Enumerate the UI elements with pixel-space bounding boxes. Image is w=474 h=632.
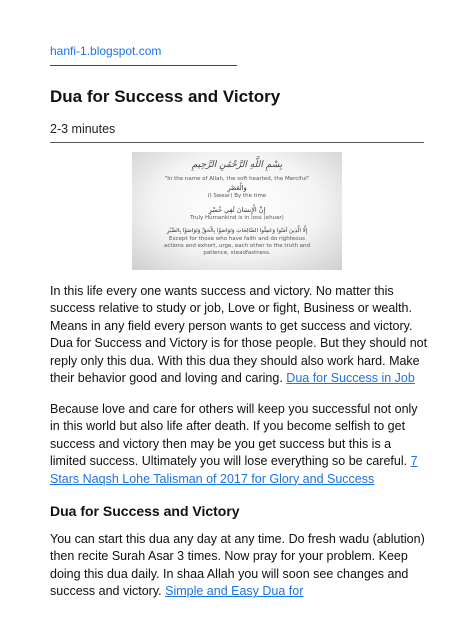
paragraph-1-text: In this life every one wants success and victory. No matter this success relative to study or job, Love or fight, Business or wealth. Means in any field every person wants to get success and victory. Dua for Success and Victory is for those people. But they should not reply only this dua. With this dua they should also work hard. Make their behavior good and loving and caring. [50,284,428,386]
read-time: 2-3 minutes [50,122,116,136]
figure-line-9: patience, steadfastness. [203,250,271,256]
paragraph-1 [50,283,428,387]
paragraph-2-text: Because love and care for others will keep you successful not only in this world but also life after death. If you become selfish to get success and victory then may be you get success but this is a limited success. Ultimately you will lose everything so be careful. [50,402,418,469]
article-title: Dua for Success and Victory [50,87,281,106]
site-url-link[interactable]: hanfi-1.blogspot.com [50,44,162,58]
surah-asr-image [132,152,342,270]
section-heading: Dua for Success and Victory [50,503,240,519]
paragraph-3 [50,531,428,601]
figure-line-8: actions and exhort, urge, each other to the truth and [163,243,311,249]
bismillah-calligraphy: بِسْمِ اللَّهِ الرَّحْمَٰنِ الرَّحِيمِ [191,160,283,170]
dua-success-job-link[interactable]: Dua for Success in Job [286,371,415,386]
figure-line-7: Except for those who have faith and do righteous [168,236,306,242]
header-divider [50,142,424,143]
figure-line-2-arabic: وَالْعَصْرِ [227,184,247,192]
site-divider [50,65,237,66]
simple-dua-link[interactable]: Simple and Easy Dua for [165,584,304,599]
figure-line-4-arabic: إِنَّ الْإِنسَانَ لَفِي خُسْرٍ [208,206,266,214]
figure-line-3: (I Swear) By the time [207,193,267,199]
figure-line-6-arabic: إِلَّا الَّذِينَ آمَنُوا وَعَمِلُوا الصَّالِحَاتِ وَتَوَاصَوْا بِالْحَقِّ وَتَوَاصَوْا بِالصَّبْرِ [166,228,308,234]
figure-line-1: "In the name of Allah, the soft hearted, the Merciful" [164,176,310,182]
talisman-link[interactable]: 7 Stars Naqsh Lohe Talisman of 2017 for Glory and Success [50,454,418,486]
paragraph-3-text: You can start this dua any day at any time. Do fresh wadu (ablution) then recite Surah Asar 3 times. Now pray for your problem. Keep doing this dua daily. In shaa Allah you will soon see changes and success and victory. [50,532,425,599]
paragraph-2 [50,401,428,488]
figure-line-5: Truly Humankind is in loss (ehuar) [190,215,284,221]
